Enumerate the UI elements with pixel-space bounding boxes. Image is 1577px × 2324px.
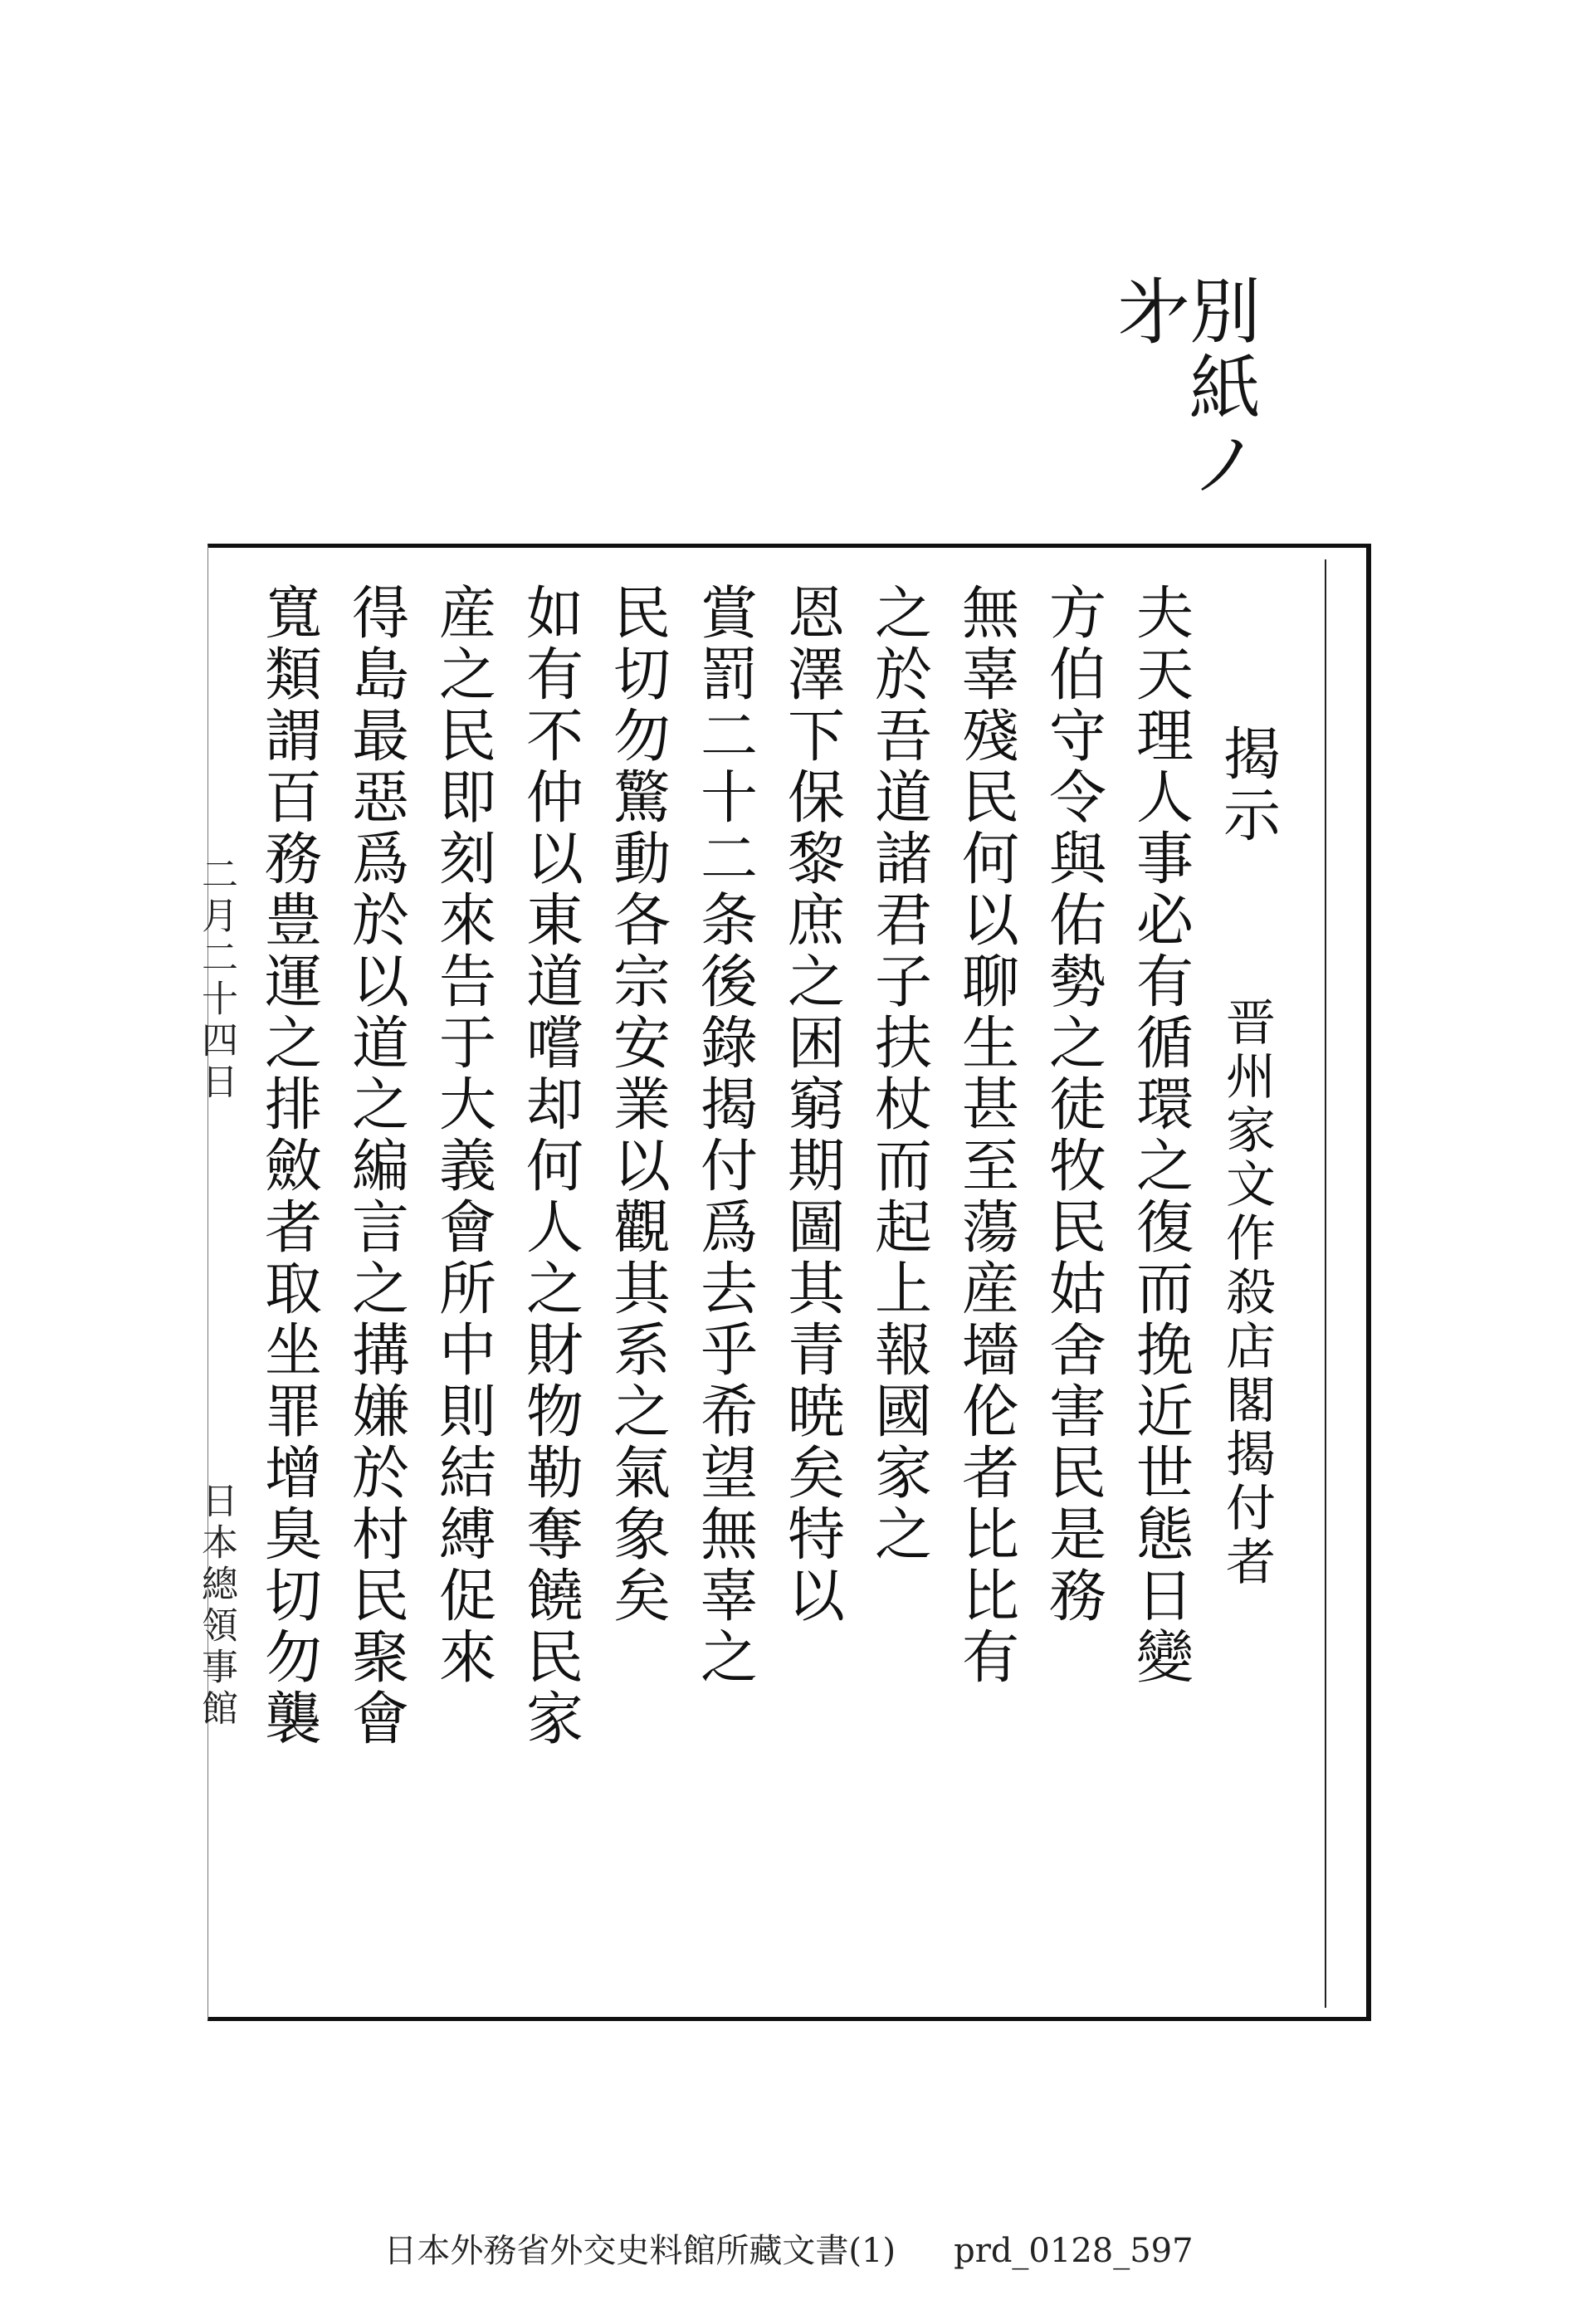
inner-rule <box>1325 559 1326 2008</box>
header-column <box>1207 583 1280 1589</box>
margin-annotation <box>1106 274 1260 523</box>
document-id: prd_0128_597 <box>954 2232 1194 2270</box>
text-column-2: 方伯守令與佑勢之徒牧民姑舍害民是務 <box>1039 583 1106 1627</box>
text-column-6: 賞罰二十二条後錄揭付爲去乎希望無辜之 <box>691 583 757 1688</box>
text-column-7: 民切勿驚動各宗安業以觀其系之氣象矣 <box>603 583 670 1627</box>
archive-footer <box>0 2224 1577 2272</box>
archive-name: 日本外務省外交史料館所藏文書(1) <box>383 2232 896 2270</box>
text-column-11: 寬類謂百務豊運之排斂者取坐罪增臭切勿襲 <box>255 583 321 1750</box>
text-column-3: 無辜殘民何以聊生甚至蕩産墻伦者比比有 <box>952 583 1018 1688</box>
document-author-line: 晋州家文作殺店閣揭付者 <box>1218 996 1276 1589</box>
text-column-4: 之於吾道諸君子扶杖而起上報國家之 <box>865 583 931 1565</box>
text-column-1: 夫天理人事必有循環之復而挽近世態日變 <box>1126 583 1193 1688</box>
annotation-text: 別紙ノ㐧 <box>1106 274 1260 503</box>
side-note-consulate: 日本總領事館 <box>195 1482 237 1731</box>
document-title: 揭示 <box>1213 724 1280 847</box>
document-body <box>248 583 1280 1977</box>
text-column-9: 産之民即刻來告于大義會所中則結縛促來 <box>429 583 496 1688</box>
text-column-8: 如有不仲以東道嚐却何人之財物勒奪饒民家 <box>516 583 583 1750</box>
document-frame <box>208 544 1371 2021</box>
text-column-5: 恩澤下保黎庶之困窮期圖其青暁矣特以 <box>778 583 844 1627</box>
text-column-10: 得島最惡爲於以道之編言之搆嫌於村民聚會 <box>342 583 408 1750</box>
side-note-date: 二月二十四日 <box>195 855 237 1104</box>
